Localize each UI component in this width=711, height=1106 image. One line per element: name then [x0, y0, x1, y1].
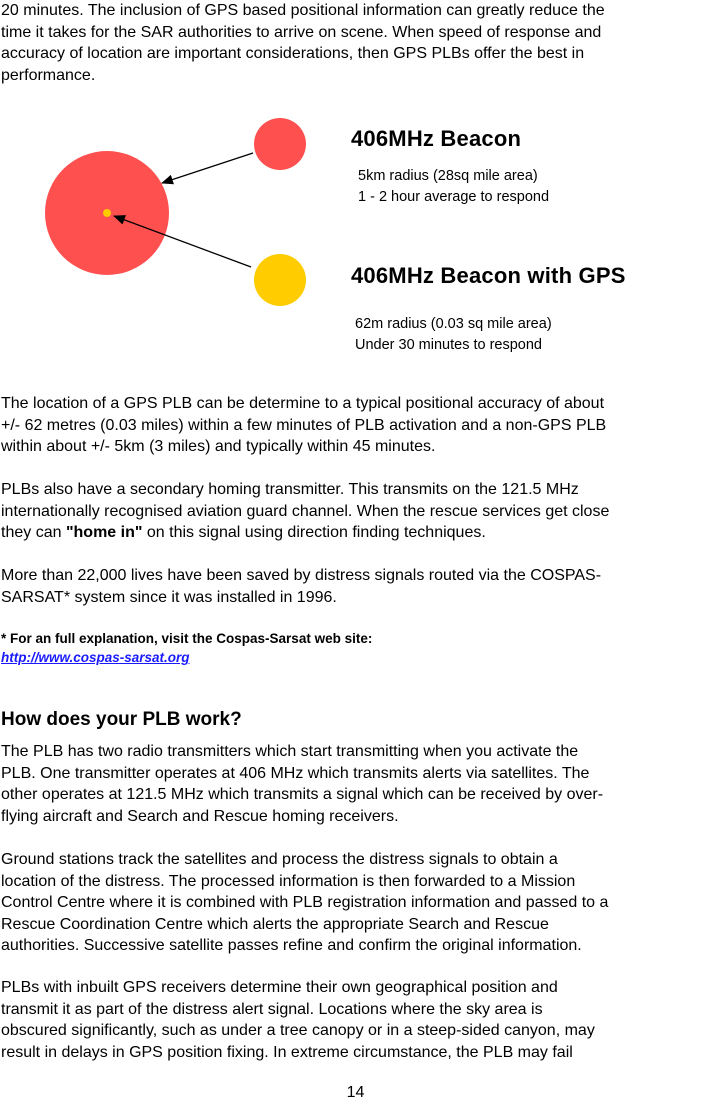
text-line	[1, 522, 710, 544]
text-line: obscured significantly, such as under a tree canopy or in a steep-sided canyon, may	[1, 1022, 595, 1039]
beacon-title: 406MHz Beacon	[351, 126, 522, 151]
homing-paragraph	[1, 479, 710, 544]
text-line: other operates at 121.5 MHz which transmits a signal which can be received by over-	[1, 786, 604, 803]
text-line: time it takes for the SAR authorities to arrive on scene. When speed of response and	[1, 23, 602, 41]
beacon-radius: 5km radius (28sq mile area)	[358, 168, 538, 184]
gps-location-dot	[103, 209, 111, 217]
beacon-gps-response-time: Under 30 minutes to respond	[355, 337, 542, 353]
text-line: +/- 62 metres (0.03 miles) within a few minutes of PLB activation and a non-GPS PLB	[1, 416, 607, 434]
accuracy-paragraph	[1, 393, 710, 458]
page-number: 14	[346, 1084, 365, 1101]
text-line: Control Centre where it is combined with PLB registration information and passed to a	[1, 894, 609, 911]
text-line: The location of a GPS PLB can be determine to a typical positional accuracy of about	[1, 395, 605, 412]
text-line: PLBs with inbuilt GPS receivers determine their own geographical position and	[1, 979, 558, 996]
text-line: More than 22,000 lives have been saved by distress signals routed via the COSPAS-	[1, 567, 602, 584]
beacon-gps-title: 406MHz Beacon with GPS	[351, 263, 626, 288]
section-heading: How does your PLB work?	[1, 709, 242, 730]
beacon-gps-radius: 62m radius (0.03 sq mile area)	[355, 316, 552, 332]
cospas-sarsat-link[interactable]: http://www.cospas-sarsat.org	[1, 650, 190, 665]
footnote-text: * For an full explanation, visit the Cospas-Sarsat web site:	[1, 631, 373, 646]
text-line: The PLB has two radio transmitters which start transmitting when you activate the	[1, 743, 579, 760]
text-line: SARSAT* system since it was installed in 1996.	[1, 588, 337, 606]
text-line: location of the distress. The processed information is then forwarded to a Mission	[1, 872, 576, 890]
text-line: Rescue Coordination Centre which alerts the appropriate Search and Rescue	[1, 915, 549, 933]
text-segment: on this signal using direction finding techniques.	[142, 524, 486, 541]
beacon-red-circle	[254, 118, 306, 170]
text-line: transmit it as part of the distress alert signal. Locations where the sky area is	[1, 1000, 543, 1018]
text-line: internationally recognised aviation guard channel. When the rescue services get close	[1, 502, 610, 520]
ground-stations-paragraph	[1, 849, 710, 957]
text-line: 20 minutes. The inclusion of GPS based positional information can greatly reduce the	[1, 2, 605, 19]
home-in-bold: "home in"	[65, 524, 143, 541]
text-line: performance.	[1, 66, 96, 84]
transmitters-paragraph	[1, 741, 710, 827]
beacon-gps-yellow-circle	[254, 254, 306, 306]
text-line: within about +/- 5km (3 miles) and typically within 45 minutes.	[1, 438, 436, 455]
intro-paragraph	[1, 0, 710, 86]
text-line: result in delays in GPS position fixing. In extreme circumstance, the PLB may fail	[1, 1043, 573, 1061]
arrow-to-large-circle	[162, 153, 253, 183]
text-segment: they can	[1, 524, 66, 541]
text-line: flying aircraft and Search and Rescue homing receivers.	[1, 807, 399, 825]
lives-saved-paragraph	[1, 565, 710, 608]
gps-receivers-paragraph	[1, 977, 710, 1063]
text-line: PLBs also have a secondary homing transmitter. This transmits on the 121.5 MHz	[1, 481, 579, 498]
text-line: accuracy of location are important considerations, then GPS PLBs offer the best in	[1, 45, 585, 62]
text-line: PLB. One transmitter operates at 406 MHz which transmits alerts via satellites. The	[1, 764, 590, 782]
text-line: Ground stations track the satellites and process the distress signals to obtain a	[1, 851, 558, 868]
beacon-response-time: 1 - 2 hour average to respond	[358, 189, 550, 205]
text-line: authorities. Successive satellite passes refine and confirm the original information.	[1, 937, 582, 954]
beacon-comparison-diagram	[0, 100, 711, 370]
